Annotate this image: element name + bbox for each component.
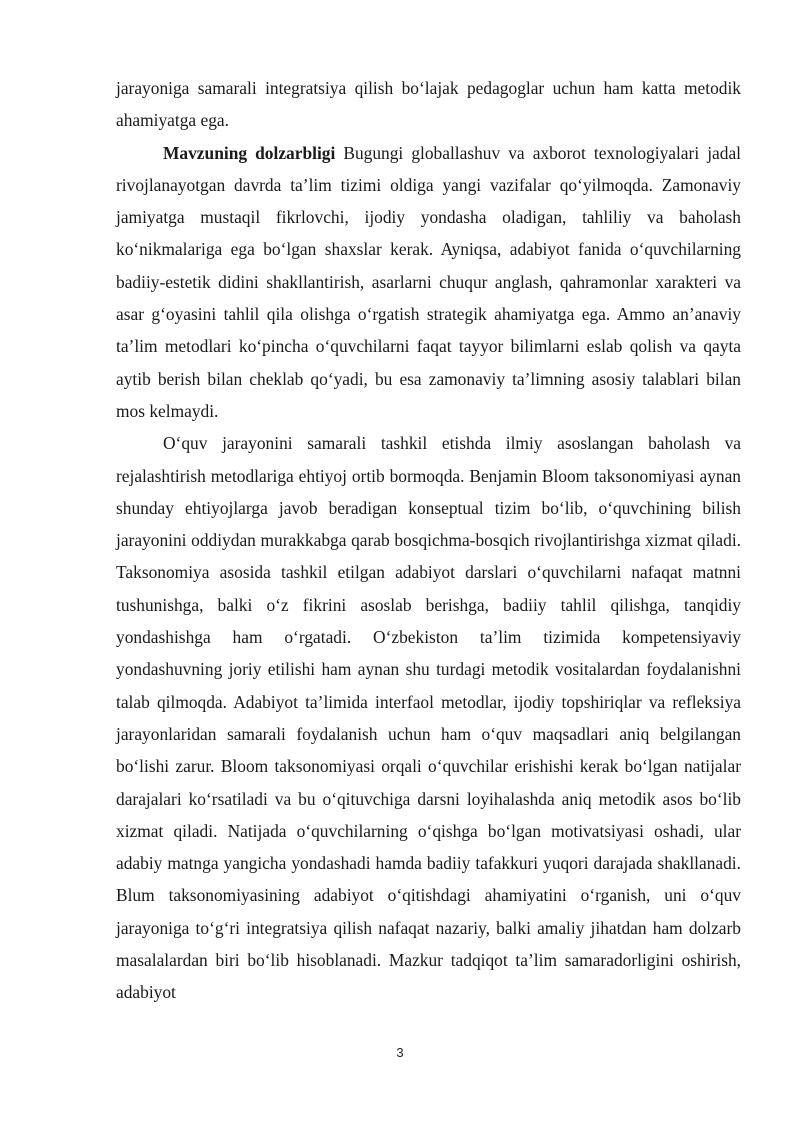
paragraph-text: O‘quv jarayonini samarali tashkil etishda ilmiy asoslangan baholash va rejalashtirish metodlariga ehtiyoj ortib bormoqda. Benjamin Bloom taksonomiyasi aynan shunday ehtiyojlarga javob beradigan konseptual tizim bo‘lib, o‘quvchining bilish jarayonini oddiydan murakkabga qarab bosqichma-bosqich rivojlantirishga xizmat qiladi. Taksonomiya asosida tashkil etilgan adabiyot darslari o‘quvchilarni nafaqat matnni tushunishga, balki o‘z fikrini asoslab berishga, badiiy tahlil qilishga, tanqidiy yondashishga ham o‘rgatadi. O‘zbekiston ta’lim tizimida kompetensiyaviy yondashuvning joriy etilishi ham aynan shu turdagi metodik vositalardan foydalanishni talab qilmoqda. Adabiyot ta’limida interfaol metodlar, ijodiy topshiriqlar va refleksiya jarayonlaridan samarali foydalanish uchun ham o‘quv maqsadlari aniq belgilangan bo‘lishi zarur. Bloom taksonomiyasi orqali o‘quvchilar erishishi kerak bo‘lgan natijalar darajalari ko‘rsatiladi va bu o‘qituvchiga darsni loyihalashda aniq metodik asos bo‘lib xizmat qiladi. Natijada o‘quvchilarning o‘qishga bo‘lgan motivatsiyasi oshadi, ular adabiy matnga yangicha yondashadi hamda badiiy tafakkuri yuqori darajada shakllanadi. Blum taksonomiyasining adabiyot o‘qitishdagi ahamiyatini o‘rganish, uni o‘quv jarayoniga to‘g‘ri integratsiya qilish nafaqat nazariy, balki amaliy jihatdan ham dolzarb masalalardan biri bo‘lib hisoblanadi. Mazkur tadqiqot ta’lim samaradorligini oshirish, adabiyot: [116, 433, 741, 1003]
body-text: [116, 72, 741, 1009]
paragraph-text: jarayoniga samarali integratsiya qilish bo‘lajak pedagoglar uchun ham katta metodik ahamiyatga ega.: [116, 78, 741, 131]
paragraph-lead: Mavzuning dolzarbligi: [163, 142, 336, 163]
paragraph: [116, 137, 741, 428]
paragraph: [116, 427, 741, 1008]
paragraph: [116, 72, 741, 137]
page-number: 3: [396, 1045, 404, 1060]
paragraph-text: Bugungi globallashuv va axborot texnologiyalari jadal rivojlanayotgan davrda ta’lim tizimi oldiga yangi vazifalar qo‘yilmoqda. Zamonaviy jamiyatga mustaqil fikrlovchi, ijodiy yondasha oladigan, tahliliy va baholash ko‘nikmalariga ega bo‘lgan shaxslar kerak. Ayniqsa, adabiyot fanida o‘quvchilarning badiiy-estetik didini shakllantirish, asarlarni chuqur anglash, qahramonlar xarakteri va asar g‘oyasini tahlil qila olishga o‘rgatish strategik ahamiyatga ega. Ammo an’anaviy ta’lim metodlari ko‘pincha o‘quvchilarni faqat tayyor bilimlarni eslab qolish va qayta aytib berish bilan cheklab qo‘yadi, bu esa zamonaviy ta’limning asosiy talablari bilan mos kelmaydi.: [116, 142, 741, 421]
